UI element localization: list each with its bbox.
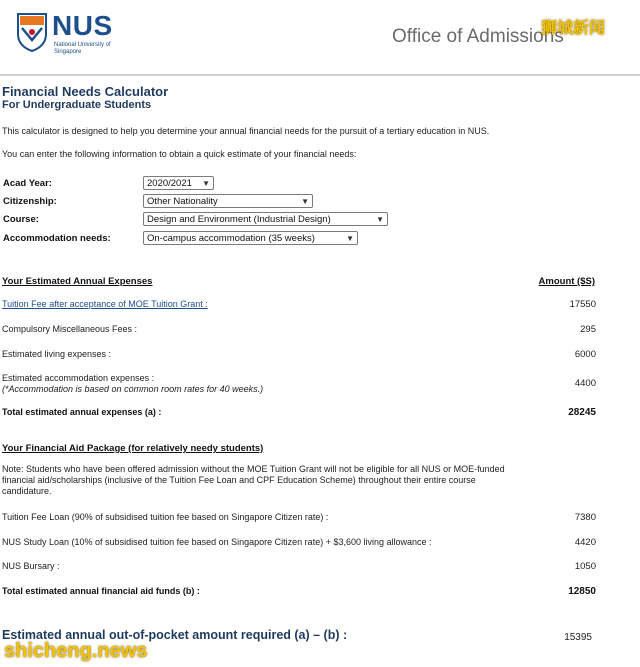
study-loan-value: 4420: [574, 537, 596, 548]
watermark-bottom: shicheng.news: [4, 640, 148, 662]
header-divider: [0, 74, 640, 76]
accommodation-value: On-campus accommodation (35 weeks): [147, 233, 315, 244]
expenses-heading: Your Estimated Annual Expenses: [2, 276, 153, 287]
course-value: Design and Environment (Industrial Design): [147, 214, 331, 225]
financial-aid-heading: Your Financial Aid Package (for relatively needy students): [2, 443, 264, 454]
accommodation-label: Accommodation needs:: [3, 233, 111, 244]
page-subtitle: For Undergraduate Students: [2, 99, 152, 111]
accommodation-note: (*Accommodation is based on common room rates for 40 weeks.): [2, 384, 264, 394]
logo-subtitle: National University of Singapore: [54, 42, 111, 55]
accommodation-expenses-label: Estimated accommodation expenses :: [2, 373, 155, 383]
intro-text-2: You can enter the following information to obtain a quick estimate of your financial needs:: [2, 149, 357, 159]
acad-year-value: 2020/2021: [147, 178, 192, 189]
tuition-fee-loan-label: Tuition Fee Loan (90% of subsidised tuition fee based on Singapore Citizen rate) :: [2, 512, 329, 522]
out-of-pocket-value: 15395: [564, 632, 592, 643]
accommodation-expenses-value: 4400: [574, 378, 596, 389]
citizenship-label: Citizenship:: [3, 196, 57, 207]
out-of-pocket-label: Estimated annual out-of-pocket amount required (a) – (b) :: [2, 628, 348, 642]
living-expenses-value: 6000: [574, 349, 596, 360]
acad-year-select[interactable]: [143, 176, 214, 190]
citizenship-value: Other Nationality: [147, 196, 218, 207]
site-header: [0, 0, 640, 68]
chevron-down-icon: ▼: [202, 179, 210, 188]
misc-fees-label: Compulsory Miscellaneous Fees :: [2, 324, 138, 334]
course-select[interactable]: [143, 212, 388, 226]
accommodation-select[interactable]: [143, 231, 358, 245]
intro-text-1: This calculator is designed to help you determine your annual financial needs for the pursuit of a tertiary education in NUS.: [2, 126, 490, 136]
acad-year-label: Acad Year:: [3, 178, 52, 189]
chevron-down-icon: ▼: [376, 215, 384, 224]
total-expenses-value: 28245: [568, 407, 596, 418]
study-loan-label: NUS Study Loan (10% of subsidised tuition fee based on Singapore Citizen rate) + $3,600 living allowance :: [2, 537, 432, 547]
chevron-down-icon: ▼: [346, 234, 354, 243]
bursary-value: 1050: [574, 561, 596, 572]
office-title: Office of Admissions: [392, 26, 564, 47]
chevron-down-icon: ▼: [301, 197, 309, 206]
bursary-label: NUS Bursary :: [2, 561, 60, 571]
total-aid-label: Total estimated annual financial aid funds (b) :: [2, 586, 200, 596]
total-expenses-label: Total estimated annual expenses (a) :: [2, 407, 162, 417]
financial-aid-note: Note: Students who have been offered admission without the MOE Tuition Grant will not be eligible for all NUS or MOE-funded financial aid/scholarships (inclusive of the Tuition Fee Loan and CPF Education Scheme) throughout their entire course candidature.: [2, 464, 505, 496]
tuition-fee-value: 17550: [569, 299, 596, 310]
citizenship-select[interactable]: [143, 194, 313, 208]
total-aid-value: 12850: [568, 586, 596, 597]
tuition-fee-link[interactable]: Tuition Fee after acceptance of MOE Tuition Grant :: [2, 299, 208, 309]
course-label: Course:: [3, 214, 39, 225]
tuition-fee-loan-value: 7380: [574, 512, 596, 523]
living-expenses-label: Estimated living expenses :: [2, 349, 112, 359]
nus-crest-icon: [16, 12, 48, 52]
misc-fees-value: 295: [580, 324, 596, 335]
page-title: Financial Needs Calculator: [2, 84, 169, 99]
logo-wordmark: NUS: [52, 10, 113, 41]
nus-logo[interactable]: [16, 12, 116, 58]
watermark-top: 狮城新闻: [541, 20, 606, 37]
amount-column-heading: Amount ($S): [538, 276, 595, 287]
